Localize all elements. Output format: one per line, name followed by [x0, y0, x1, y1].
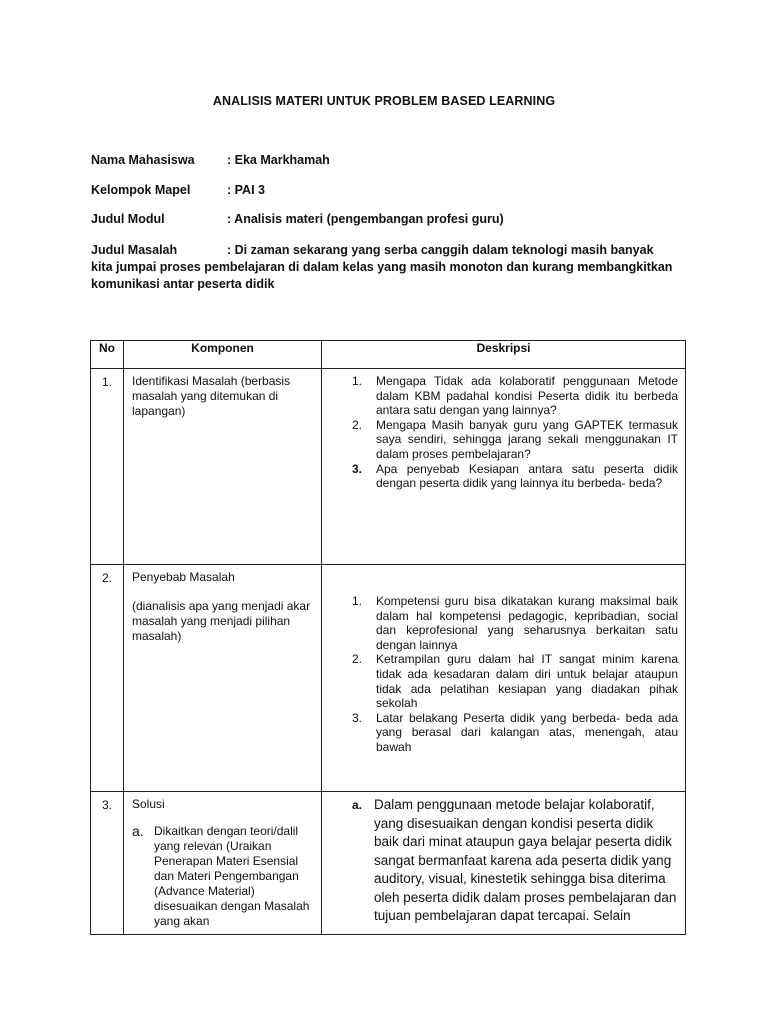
- komponen-text: Identifikasi Masalah (berbasis masalah yang ditemukan di lapangan): [132, 374, 291, 418]
- row-number: 1.: [101, 375, 112, 389]
- field-value: : PAI 3: [227, 183, 265, 197]
- row-number: 2.: [101, 571, 112, 585]
- row-number: 3.: [101, 798, 112, 812]
- list-item: 3. Latar belakang Peserta didik yang berbeda- beda ada yang berasal dari kalangan atas, menengah, atau bawah: [352, 710, 678, 754]
- field-label: Judul Masalah: [91, 243, 178, 257]
- table-row: [91, 565, 686, 792]
- field-value: : Analisis materi (pengembangan profesi guru): [227, 212, 504, 226]
- field-value-line: komunikasi antar peserta didik: [91, 277, 275, 291]
- field-value-line: kita jumpai proses pembelajaran di dalam kelas yang masih monoton dan kurang membangkitkan: [91, 260, 673, 274]
- deskripsi-list: [352, 374, 678, 491]
- list-item: 3. Apa penyebab Kesiapan antara satu peserta didik dengan peserta didik yang lainnya itu berbeda- beda?: [352, 461, 678, 491]
- field-judul-modul: [91, 212, 504, 226]
- list-item: 1. Kompetensi guru bisa dikatakan kurang maksimal baik dalam hal kompetensi pedagogic, kepribadian, social dan keprofesional yang seharusnya berkaitan satu dengan lainnya: [352, 594, 678, 652]
- field-label: Kelompok Mapel: [91, 183, 191, 197]
- table-row: [91, 369, 686, 565]
- header-deskripsi: Deskripsi: [322, 341, 686, 369]
- analysis-table: [90, 340, 686, 935]
- list-item: 2. Mengapa Masih banyak guru yang GAPTEK termasuk saya sendiri, sehingga jarang sekali menggunakan IT dalam proses pembelajaran?: [352, 417, 678, 461]
- table-row: [91, 792, 686, 935]
- list-item: 1. Mengapa Tidak ada kolaboratif penggunaan Metode dalam KBM padahal kondisi Peserta didik itu berbeda antara satu dengan yang lainnya?: [352, 374, 678, 418]
- header-no: No: [91, 341, 124, 369]
- list-item: a. Dalam penggunaan metode belajar kolaboratif, yang disesuaikan dengan kondisi peserta didik baik dari minat ataupun gaya belajar peserta didik sangat bermanfaat karena ada peserta didik yang auditory, visual, kinestetik sehingga bisa diterima oleh peserta didik dalam proses pembelajaran dan tujuan pembelajaran dapat tercapai. Selain: [352, 797, 677, 923]
- document-title: ANALISIS MATERI UNTUK PROBLEM BASED LEARNING: [212, 94, 556, 108]
- komponen-title: Penyebab Masalah: [132, 570, 235, 584]
- field-value: : Eka Markhamah: [227, 153, 330, 167]
- field-judul-masalah: [91, 242, 691, 293]
- list-item: 2. Ketrampilan guru dalam hal IT sangat minim karena tidak ada kesadaran dalam diri untuk belajar ataupun tidak ada pelatihan kesiapan yang diadakan pihak sekolah: [352, 652, 678, 711]
- field-nama-mahasiswa: [91, 153, 330, 167]
- field-value: : Di zaman sekarang yang serba canggih dalam teknologi masih banyak: [227, 243, 654, 257]
- field-kelompok-mapel: [91, 183, 265, 197]
- deskripsi-list: [352, 594, 678, 755]
- komponen-title: Solusi: [132, 797, 165, 811]
- header-komponen: Komponen: [124, 341, 322, 369]
- komponen-note: (dianalisis apa yang menjadi akar masalah yang menjadi pilihan masalah): [132, 599, 311, 643]
- field-label: Nama Mahasiswa: [91, 153, 195, 167]
- field-label: Judul Modul: [91, 212, 165, 226]
- list-item: a. Dikaitkan dengan teori/dalil yang relevan (Uraikan Penerapan Materi Esensial dan Materi Pengembangan (Advance Material) disesuaikan dengan Masalah yang akan: [132, 823, 310, 928]
- table-header-row: [91, 341, 686, 369]
